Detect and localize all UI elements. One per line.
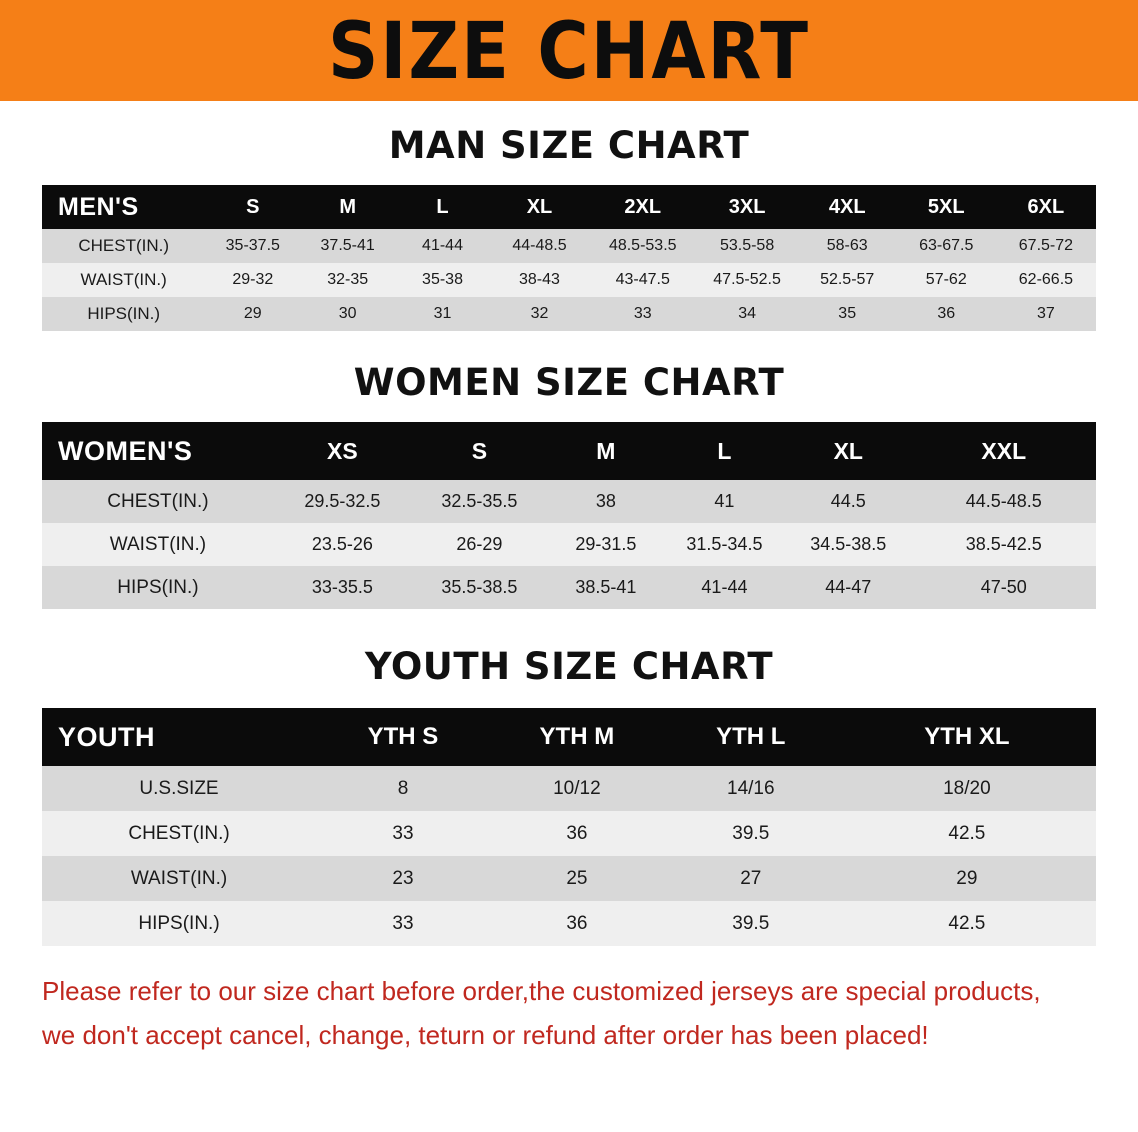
women-row1-label: WAIST(IN.)	[109, 533, 207, 555]
youth-row2-col2: 27	[740, 867, 762, 889]
man-row2-col8: 37	[1037, 305, 1055, 322]
women-header-cell-4: L	[717, 437, 732, 464]
youth-table-wrap	[0, 708, 1138, 946]
youth-row1-label: CHEST(IN.)	[128, 822, 230, 844]
youth-row3-col1: 36	[566, 912, 588, 934]
women-header-cell-0: WOMEN'S	[58, 435, 193, 466]
youth-header-cell-3: YTH L	[716, 723, 786, 750]
women-row2-col5: 47-50	[980, 577, 1027, 597]
man-row0-label: CHEST(IN.)	[78, 236, 170, 255]
women-row0-col2: 38	[595, 491, 616, 511]
man-row0-col3: 44-48.5	[512, 237, 567, 254]
man-row1-label: WAIST(IN.)	[80, 270, 167, 289]
youth-header-cell-0: YOUTH	[58, 721, 155, 752]
man-row0-col2: 41-44	[422, 237, 463, 254]
youth-row2-col3: 29	[956, 867, 978, 889]
man-header-cell-7: 4XL	[828, 195, 866, 218]
policy-note-line-1: Please refer to our size chart before order,the customized jerseys are special products,	[42, 976, 1041, 1006]
youth-row1-col3: 42.5	[948, 822, 986, 844]
man-row1-col5: 47.5-52.5	[713, 271, 781, 288]
youth-row2-col0: 23	[392, 867, 414, 889]
women-header-cell-6: XXL	[981, 437, 1027, 464]
man-row0-col4: 48.5-53.5	[608, 237, 677, 254]
policy-note-line-2: we don't accept cancel, change, teturn or refund after order has been placed!	[42, 1019, 929, 1050]
women-row2-label: HIPS(IN.)	[117, 576, 199, 598]
man-header-cell-6: 3XL	[728, 195, 766, 218]
man-header-cell-9: 6XL	[1027, 195, 1065, 218]
man-row2-col4: 33	[633, 305, 652, 322]
women-row0-col3: 41	[714, 491, 735, 511]
table-row	[42, 229, 1096, 263]
man-row1-col3: 38-43	[519, 271, 560, 288]
youth-row0-col2: 14/16	[727, 777, 775, 799]
youth-row2-col1: 25	[566, 867, 588, 889]
youth-header-cell-4: YTH XL	[924, 723, 1010, 750]
man-row0-col5: 53.5-58	[719, 237, 775, 254]
youth-row3-col0: 33	[392, 912, 414, 934]
man-row0-col0: 35-37.5	[225, 237, 280, 254]
table-row	[42, 811, 1096, 856]
youth-header-cell-1: YTH S	[367, 723, 439, 750]
man-header-cell-1: S	[246, 195, 260, 218]
man-header-cell-2: M	[339, 195, 356, 218]
youth-row0-col0: 8	[397, 777, 409, 799]
women-table-wrap	[0, 422, 1138, 609]
banner	[0, 0, 1138, 101]
women-row0-col5: 44.5-48.5	[965, 491, 1042, 511]
women-row2-col3: 41-44	[701, 577, 748, 597]
women-row2-col2: 38.5-41	[575, 577, 637, 597]
table-row	[42, 480, 1096, 523]
table-row	[42, 901, 1096, 946]
table-row	[42, 566, 1096, 609]
man-row2-col0: 29	[243, 305, 262, 322]
table-row	[42, 263, 1096, 297]
banner-title: SIZE CHART	[327, 4, 811, 97]
youth-header-cell-2: YTH M	[539, 723, 615, 750]
man-row1-col4: 43-47.5	[615, 271, 670, 288]
man-row2-label: HIPS(IN.)	[87, 304, 161, 323]
man-row1-col6: 52.5-57	[820, 271, 875, 288]
man-row1-col1: 32-35	[327, 271, 369, 288]
women-header-cell-5: XL	[833, 437, 863, 464]
youth-row2-label: WAIST(IN.)	[130, 867, 228, 889]
youth-table-header-row	[42, 708, 1096, 766]
women-table-header-row	[42, 422, 1096, 480]
man-size-table	[42, 185, 1096, 331]
women-row2-col4: 44-47	[825, 577, 872, 597]
women-header-cell-3: M	[596, 437, 616, 464]
youth-row3-label: HIPS(IN.)	[138, 912, 220, 934]
women-row2-col1: 35.5-38.5	[441, 577, 518, 597]
man-row2-col7: 36	[937, 305, 956, 322]
man-row0-col1: 37.5-41	[320, 237, 375, 254]
women-row0-col0: 29.5-32.5	[304, 491, 381, 511]
table-row	[42, 297, 1096, 331]
youth-size-table	[42, 708, 1096, 946]
youth-row0-col3: 18/20	[943, 777, 991, 799]
man-table-wrap	[0, 185, 1138, 331]
women-row1-col0: 23.5-26	[311, 534, 373, 554]
women-row1-col2: 29-31.5	[575, 534, 637, 554]
man-section-heading: MAN SIZE CHART	[388, 124, 750, 167]
youth-row0-col1: 10/12	[553, 777, 601, 799]
table-row	[42, 856, 1096, 901]
women-row0-col4: 44.5	[830, 491, 866, 511]
man-header-cell-5: 2XL	[624, 195, 662, 218]
man-header-cell-0: MEN'S	[58, 192, 139, 221]
youth-row0-label: U.S.SIZE	[139, 777, 219, 799]
man-row1-col7: 57-62	[925, 271, 967, 288]
women-row2-col0: 33-35.5	[311, 577, 373, 597]
man-row2-col5: 34	[738, 305, 756, 322]
youth-row1-col2: 39.5	[732, 822, 770, 844]
women-header-cell-1: XS	[327, 437, 358, 464]
man-row2-col2: 31	[433, 305, 452, 322]
women-size-table	[42, 422, 1096, 609]
man-row0-col7: 63-67.5	[919, 237, 974, 254]
man-row1-col0: 29-32	[232, 271, 274, 288]
women-header-cell-2: S	[471, 437, 488, 464]
man-header-cell-4: XL	[526, 195, 553, 218]
man-row0-col6: 58-63	[826, 237, 868, 254]
man-table-header-row	[42, 185, 1096, 229]
man-row1-col8: 62-66.5	[1018, 271, 1074, 288]
man-row0-col8: 67.5-72	[1018, 237, 1074, 254]
man-row2-col1: 30	[338, 305, 357, 322]
women-section-heading: WOMEN SIZE CHART	[353, 361, 785, 404]
women-row1-col5: 38.5-42.5	[965, 534, 1042, 554]
women-row0-label: CHEST(IN.)	[107, 490, 209, 512]
policy-note	[0, 970, 1138, 1057]
youth-section-heading: YOUTH SIZE CHART	[364, 645, 774, 688]
youth-row1-col1: 36	[566, 822, 588, 844]
man-row2-col3: 32	[530, 305, 549, 322]
youth-row1-col0: 33	[392, 822, 414, 844]
women-row0-col1: 32.5-35.5	[441, 491, 518, 511]
youth-row3-col3: 42.5	[948, 912, 986, 934]
youth-row3-col2: 39.5	[732, 912, 770, 934]
table-row	[42, 766, 1096, 811]
man-header-cell-8: 5XL	[927, 195, 965, 218]
table-row	[42, 523, 1096, 566]
women-row1-col1: 26-29	[456, 534, 503, 554]
man-row2-col6: 35	[838, 305, 857, 322]
women-row1-col3: 31.5-34.5	[686, 534, 763, 554]
man-header-cell-3: L	[436, 195, 449, 218]
women-row1-col4: 34.5-38.5	[810, 534, 887, 554]
man-row1-col2: 35-38	[422, 271, 463, 288]
